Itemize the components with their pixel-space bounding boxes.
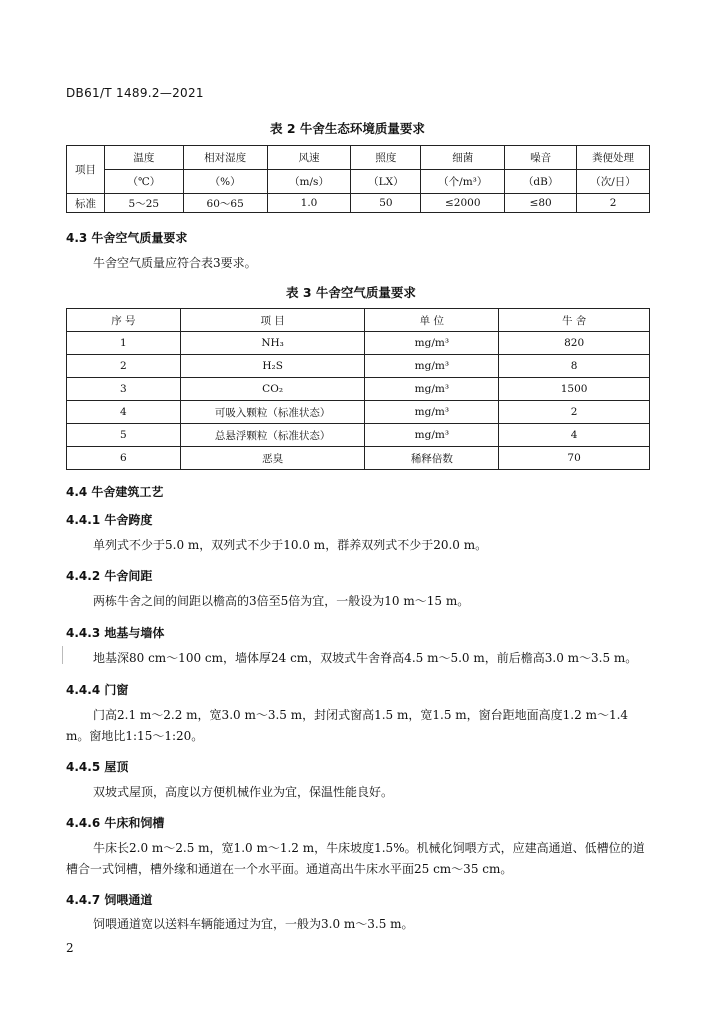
table3-header-cell: 牛 舍 — [499, 309, 650, 332]
table3-cell: 2 — [67, 355, 181, 378]
table2-col-name: 风速 — [267, 146, 351, 170]
standard-number: DB61/T 1489.2—2021 — [66, 86, 204, 100]
table3-cell: mg/m³ — [365, 401, 499, 424]
table3-cell: mg/m³ — [365, 424, 499, 447]
table2-col-name: 温度 — [104, 146, 183, 170]
section-4-4-heading: 4.4 牛舍建筑工艺 — [66, 485, 164, 499]
section-4-4-2-heading: 4.4.2 牛舍间距 — [66, 569, 153, 583]
section-4-4-3-heading: 4.4.3 地基与墙体 — [66, 626, 165, 640]
table3-cell: mg/m³ — [365, 355, 499, 378]
table3-cell: mg/m³ — [365, 378, 499, 401]
table2-col-name: 细菌 — [421, 146, 505, 170]
section-4-4-1-text: 单列式不少于5.0 m，双列式不少于10.0 m，群养双列式不少于20.0 m。 — [93, 538, 488, 552]
table3-cell: 稀释倍数 — [365, 447, 499, 470]
table-row — [67, 355, 650, 378]
table2-value: 60～65 — [183, 194, 267, 213]
table3 — [66, 308, 650, 470]
table2-value: ≤80 — [505, 194, 577, 213]
table3-cell: 1 — [67, 332, 181, 355]
table3-header-cell: 项 目 — [180, 309, 365, 332]
table3-cell: 70 — [499, 447, 650, 470]
table3-cell: 820 — [499, 332, 650, 355]
table3-title: 表 3 牛舍空气质量要求 — [286, 285, 416, 300]
section-4-4-3-text: 地基深80 cm～100 cm，墙体厚24 cm，双坡式牛舍脊高4.5 m～5.0 m，前后檐高3.0 m～3.5 m。 — [93, 651, 638, 665]
table2-col-unit: （次/日） — [577, 170, 650, 194]
table3-cell: 1500 — [499, 378, 650, 401]
section-4-3-heading: 4.3 牛舍空气质量要求 — [66, 231, 188, 245]
table2-title: 表 2 牛舍生态环境质量要求 — [270, 121, 425, 136]
table3-header-cell: 序 号 — [67, 309, 181, 332]
section-4-4-7-heading: 4.4.7 饲喂通道 — [66, 893, 153, 907]
table2-row-header: 项目 — [67, 146, 105, 194]
table2-value: 2 — [577, 194, 650, 213]
table2-col-unit: （%） — [183, 170, 267, 194]
table2-col-name: 噪音 — [505, 146, 577, 170]
table-row — [67, 447, 650, 470]
table3-cell: 5 — [67, 424, 181, 447]
table3-cell: 恶臭 — [180, 447, 365, 470]
table-row — [67, 401, 650, 424]
section-4-4-6-heading: 4.4.6 牛床和饲槽 — [66, 816, 165, 830]
table2-header-row-units — [67, 170, 650, 194]
section-4-4-5-heading: 4.4.5 屋顶 — [66, 760, 129, 774]
section-4-4-6-text: 牛床长2.0 m～2.5 m，宽1.0 m～1.2 m，牛床坡度1.5%。机械化饲喂方式，应建高通道、低槽位的道槽合一式饲槽，槽外缘和通道在一个水平面。通道高出牛床水平面25 cm～35 cm。 — [66, 841, 645, 876]
table3-cell: CO₂ — [180, 378, 365, 401]
table2-col-name: 相对湿度 — [183, 146, 267, 170]
table2-col-name: 粪便处理 — [577, 146, 650, 170]
table-row — [67, 424, 650, 447]
table2-col-unit: （m/s） — [267, 170, 351, 194]
table-row — [67, 332, 650, 355]
table3-header-cell: 单 位 — [365, 309, 499, 332]
table3-cell: 总悬浮颗粒（标准状态） — [180, 424, 365, 447]
table3-cell: 4 — [499, 424, 650, 447]
section-4-4-5-text: 双坡式屋顶，高度以方便机械作业为宜，保温性能良好。 — [93, 785, 394, 799]
table3-cell: 8 — [499, 355, 650, 378]
table2-col-unit: （dB） — [505, 170, 577, 194]
table2-value: ≤2000 — [421, 194, 505, 213]
section-4-4-1-heading: 4.4.1 牛舍跨度 — [66, 513, 153, 527]
table2-col-unit: （个/m³） — [421, 170, 505, 194]
table3-cell: 6 — [67, 447, 181, 470]
table2-standard-label: 标准 — [67, 194, 105, 213]
table2-col-unit: （℃） — [104, 170, 183, 194]
table3-cell: H₂S — [180, 355, 365, 378]
section-4-4-4-text: 门高2.1 m～2.2 m，宽3.0 m～3.5 m，封闭式窗高1.5 m，宽1.5 m，窗台距地面高度1.2 m～1.4 m。窗地比1:15～1:20。 — [66, 708, 629, 743]
table2-value: 50 — [351, 194, 421, 213]
table3-cell: 可吸入颗粒（标准状态） — [180, 401, 365, 424]
table3-cell: 2 — [499, 401, 650, 424]
table2-col-unit: （LX） — [351, 170, 421, 194]
margin-mark — [62, 646, 63, 664]
section-4-4-2-text: 两栋牛舍之间的间距以檐高的3倍至5倍为宜，一般设为10 m～15 m。 — [93, 594, 470, 608]
table2-header-row-names — [67, 146, 650, 170]
table2-value: 1.0 — [267, 194, 351, 213]
section-4-4-7-text: 饲喂通道宽以送料车辆能通过为宜，一般为3.0 m～3.5 m。 — [93, 917, 414, 931]
table2 — [66, 145, 650, 213]
section-4-3-text: 牛舍空气质量应符合表3要求。 — [93, 256, 257, 270]
table2-col-name: 照度 — [351, 146, 421, 170]
table3-cell: 3 — [67, 378, 181, 401]
table2-standard-row — [67, 194, 650, 213]
table3-cell: 4 — [67, 401, 181, 424]
table3-cell: NH₃ — [180, 332, 365, 355]
table3-header-row — [67, 309, 650, 332]
page-number: 2 — [66, 941, 74, 955]
table-row — [67, 378, 650, 401]
table3-cell: mg/m³ — [365, 332, 499, 355]
section-4-4-4-heading: 4.4.4 门窗 — [66, 683, 129, 697]
table2-value: 5～25 — [104, 194, 183, 213]
